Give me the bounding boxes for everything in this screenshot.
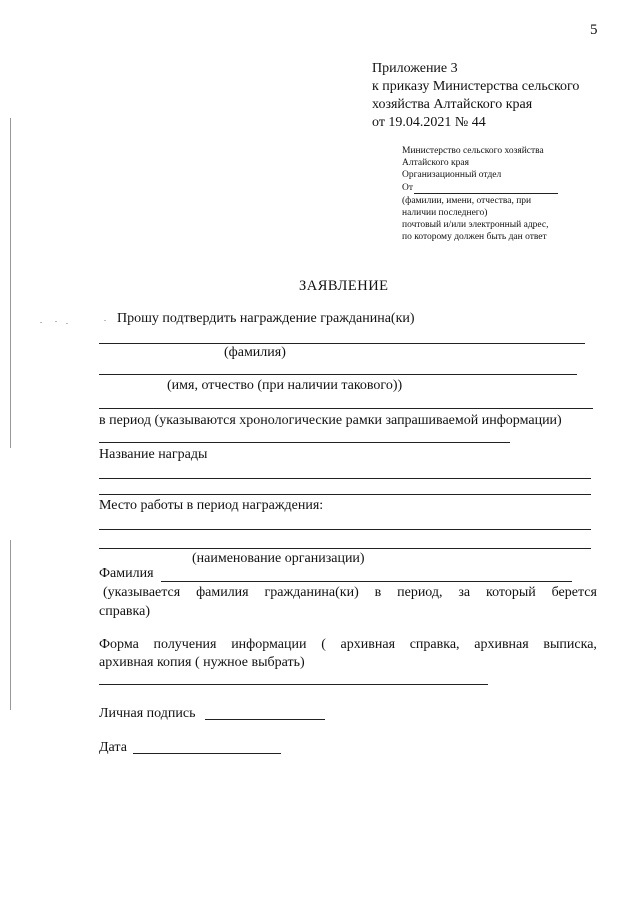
workplace-label: Место работы в период награждения: [99,498,324,513]
page-number: 5 [590,22,598,38]
appendix-number: Приложение 3 [372,61,458,76]
info-form-word: выписка, [543,637,597,652]
info-form-word: информации [231,637,307,652]
surname-note [103,585,597,601]
addressee-ministry: Министерство сельского хозяйства [402,146,544,156]
period-line [99,408,593,409]
date-label: Дата [99,740,127,755]
surname-note-word: в [374,585,382,600]
award-label: Название награды [99,447,208,462]
workplace-line [99,529,591,530]
surname-note-cont: справка) [99,604,150,619]
award-line [99,494,591,495]
surname-label: Фамилия [99,566,154,581]
info-form-text [99,637,597,653]
info-form-word: справка, [409,637,460,652]
name-hint: (имя, отчество (при наличии такового)) [167,378,403,393]
info-form-word: получения [153,637,217,652]
surname-field-line [161,581,572,582]
appendix-order-ref: к приказу Министерства сельского [372,79,580,94]
addressee-fio-hint-cont: наличии последнего) [402,208,488,218]
from-label: От [402,183,414,193]
addressee-address-hint-cont: по которому должен быть дан ответ [402,232,547,242]
appendix-ministry: хозяйства Алтайского края [372,97,533,112]
info-form-word: архивная [340,637,396,652]
name-line [99,374,577,375]
signature-line [205,719,325,720]
surname-note-word: период, [397,585,443,600]
surname-note-word: берется [551,585,597,600]
info-form-word: Форма [99,637,139,652]
addressee-fio-hint: (фамилии, имени, отчества, при [402,196,532,206]
request-text: Прошу подтвердить награждение гражданина(ки) [117,311,415,326]
date-line [133,753,281,754]
signature-label: Личная подпись [99,706,196,721]
info-form-text-cont: архивная копия ( нужное выбрать) [99,655,305,670]
info-form-line [99,684,488,685]
addressee-department: Организационный отдел [402,170,502,180]
surname-note-word: (указывается [103,585,181,600]
org-hint: (наименование организации) [192,551,365,566]
scan-edge-line [10,118,11,448]
document-title: ЗАЯВЛЕНИЕ [299,278,389,294]
surname-note-word: фамилия [196,585,249,600]
info-form-word: архивная [474,637,529,652]
surname-hint: (фамилия) [224,345,286,360]
addressee-address-hint: почтовый и/или электронный адрес, [402,220,549,230]
appendix-order-date: от 19.04.2021 № 44 [372,115,486,130]
surname-line [99,343,585,344]
period-field-line [99,442,510,443]
award-line [99,478,591,479]
from-field-line [414,193,558,194]
surname-note-word: который [486,585,536,600]
surname-note-word: за [458,585,471,600]
addressee-region: Алтайского края [402,158,470,168]
workplace-line [99,548,591,549]
info-form-word: ( [321,637,326,652]
scan-edge-line [10,540,11,710]
period-text: в период (указываются хронологические рамки запрашиваемой информации) [99,413,562,428]
surname-note-word: гражданина(ки) [264,585,359,600]
